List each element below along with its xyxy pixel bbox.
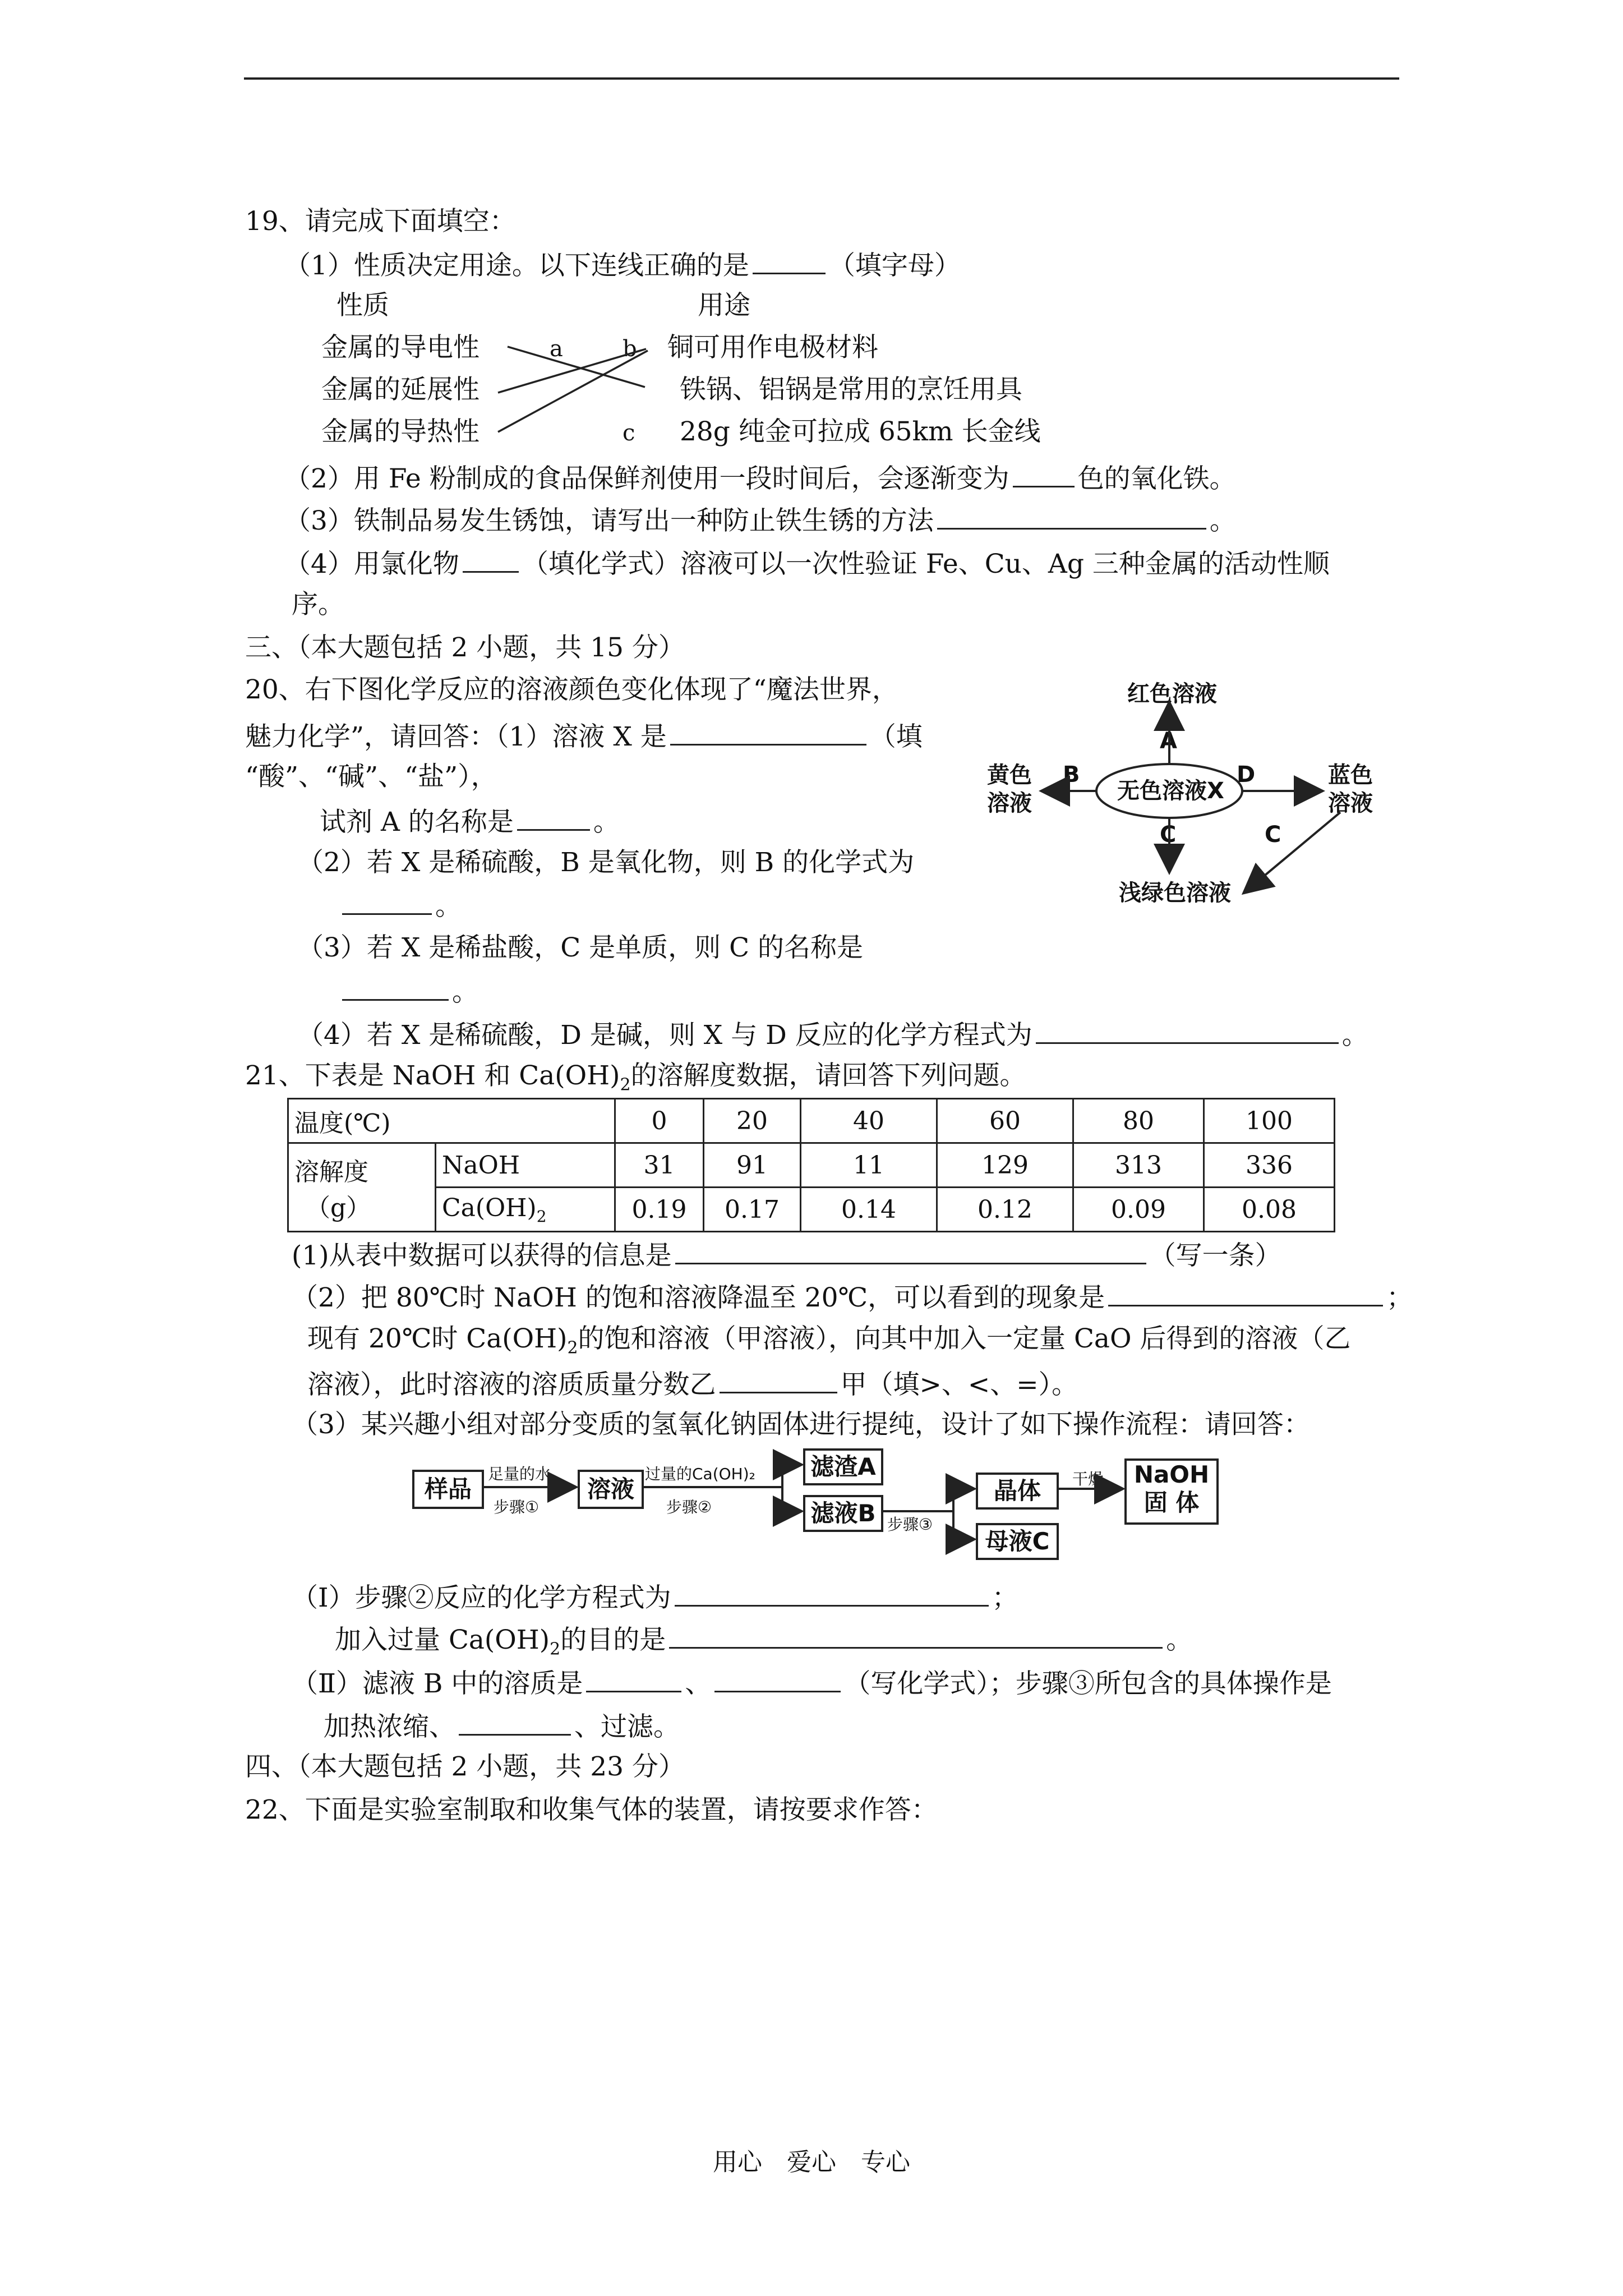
temp-cell: 0 bbox=[615, 1099, 704, 1143]
flow-filtrate-box: 滤液B bbox=[803, 1495, 883, 1532]
diagram-arrow-c2: C bbox=[1265, 822, 1281, 848]
q20-line5: （2）若 X 是稀硫酸，B 是氧化物，则 B 的化学式为 bbox=[297, 847, 915, 878]
diagram-arrow-b: B bbox=[1063, 762, 1080, 788]
match-label-a: a bbox=[550, 336, 563, 362]
q20-line6: 。 bbox=[342, 887, 462, 923]
solubility-header: 溶解度 （g） bbox=[288, 1143, 436, 1232]
property-2: 金属的延展性 bbox=[321, 374, 479, 405]
caoh-cell: 0.19 bbox=[615, 1188, 704, 1232]
flow-excess-label: 过量的Ca(OH)₂ bbox=[645, 1465, 755, 1483]
q19-title: 19、请完成下面填空： bbox=[245, 206, 516, 237]
naoh-cell: 91 bbox=[704, 1143, 801, 1188]
temp-header: 温度(℃) bbox=[288, 1099, 615, 1143]
col-property: 性质 bbox=[336, 290, 389, 321]
q19-part1: （1）性质决定用途。以下连线正确的是 （填字母） bbox=[284, 247, 961, 283]
naoh-cell: 336 bbox=[1204, 1143, 1335, 1188]
temp-cell: 60 bbox=[937, 1099, 1073, 1143]
q20-line3: “酸”、“碱”、“盐”）， bbox=[245, 761, 497, 792]
q21-part2: （2）把 80℃时 NaOH 的饱和溶液降温至 20℃，可以看到的现象是 ； bbox=[292, 1279, 1413, 1315]
q21-ii-line1: （Ⅱ）滤液 B 中的溶质是 、 （写化学式）；步骤③所包含的具体操作是 bbox=[292, 1665, 1332, 1701]
diagram-left-label2: 溶液 bbox=[987, 790, 1032, 816]
match-line-a bbox=[508, 347, 645, 387]
diagram-left-label1: 黄色 bbox=[987, 762, 1032, 788]
use-1: 铜可用作电极材料 bbox=[667, 332, 878, 363]
section-3-heading: 三、（本大题包括 2 小题，共 15 分） bbox=[245, 632, 685, 663]
flow-step3-label: 步骤③ bbox=[887, 1515, 933, 1534]
reaction-diagram bbox=[1043, 704, 1340, 892]
q21-part2-cont2: 溶液），此时溶液的溶质质量分数乙 甲（填>、<、=）。 bbox=[307, 1366, 1078, 1402]
naoh-cell: 11 bbox=[801, 1143, 937, 1188]
temp-cell: 80 bbox=[1073, 1099, 1204, 1143]
section-4-heading: 四、（本大题包括 2 小题，共 23 分） bbox=[245, 1751, 685, 1782]
diagram-arrow-d: D bbox=[1237, 762, 1256, 788]
center-ellipse bbox=[1096, 764, 1242, 818]
diagram-arrow-a: A bbox=[1160, 728, 1177, 754]
flow-residue-box: 滤渣A bbox=[803, 1448, 883, 1485]
match-label-c: c bbox=[623, 420, 635, 446]
flow-sample-box: 样品 bbox=[412, 1470, 484, 1509]
caoh-cell: 0.12 bbox=[937, 1188, 1073, 1232]
q20-line4: 试剂 A 的名称是 。 bbox=[320, 803, 620, 839]
caoh-cell: 0.08 bbox=[1204, 1188, 1335, 1232]
flow-step1-label: 步骤① bbox=[494, 1498, 540, 1516]
use-3: 28g 纯金可拉成 65km 长金线 bbox=[680, 416, 1041, 447]
q19-part3: （3）铁制品易发生锈蚀，请写出一种防止铁生锈的方法 。 bbox=[284, 502, 1236, 538]
flow-solution-box: 溶液 bbox=[578, 1470, 644, 1509]
q21-i-line1: （Ⅰ）步骤②反应的化学方程式为 ； bbox=[292, 1579, 1018, 1615]
diagram-right-label1: 蓝色 bbox=[1328, 762, 1373, 788]
q21-i-line2: 加入过量 $Ca(OH)_2$的目的是 。 bbox=[335, 1621, 1192, 1666]
q21-part1: (1)从表中数据可以获得的信息是 （写一条） bbox=[292, 1237, 1281, 1273]
arrow-diagonal bbox=[1245, 812, 1340, 892]
q20-line9: （4）若 X 是稀硫酸，D 是碱，则 X 与 D 反应的化学方程式为 。 bbox=[297, 1016, 1368, 1052]
flow-dry-label: 干燥 bbox=[1072, 1470, 1104, 1488]
diagram-center: 无色溶液X bbox=[1117, 778, 1224, 804]
flow-mother-box: 母液C bbox=[976, 1523, 1059, 1560]
caoh-cell: 0.09 bbox=[1073, 1188, 1204, 1232]
temp-cell: 100 bbox=[1204, 1099, 1335, 1143]
caoh-cell: 0.14 bbox=[801, 1188, 937, 1232]
match-line-b bbox=[498, 349, 646, 393]
naoh-cell: 31 bbox=[615, 1143, 704, 1188]
col-use: 用途 bbox=[698, 290, 750, 321]
property-3: 金属的导热性 bbox=[321, 416, 479, 447]
q21-ii-line2: 加热浓缩、 、过滤。 bbox=[324, 1708, 680, 1744]
q21-part2-cont1: 现有 20℃时 $Ca(OH)_2$的饱和溶液（甲溶液），向其中加入一定量 CaO 后得到的溶液（乙 bbox=[307, 1323, 1351, 1358]
q20-line8: 。 bbox=[342, 973, 478, 1009]
naoh-cell: 313 bbox=[1073, 1143, 1204, 1188]
flow-water-label: 足量的水 bbox=[488, 1465, 551, 1483]
property-1: 金属的导电性 bbox=[321, 332, 479, 363]
q19-part4-cont: 序。 bbox=[292, 589, 344, 620]
diagram-right-label2: 溶液 bbox=[1328, 790, 1373, 816]
page-footer: 用心 爱心 专心 bbox=[713, 2148, 910, 2177]
flow-crystal-box: 晶体 bbox=[976, 1473, 1059, 1510]
diagram-bottom-label: 浅绿色溶液 bbox=[1119, 880, 1231, 906]
flow-step2-label: 步骤② bbox=[666, 1498, 712, 1516]
q19-part2: （2）用 Fe 粉制成的食品保鲜剂使用一段时间后，会逐渐变为 色的氧化铁。 bbox=[284, 460, 1236, 496]
use-2: 铁锅、铝锅是常用的烹饪用具 bbox=[680, 374, 1022, 405]
q20-line7: （3）若 X 是稀盐酸，C 是单质，则 C 的名称是 bbox=[297, 932, 863, 963]
flow-naoh-box: NaOH 固 体 bbox=[1124, 1458, 1219, 1525]
matching-lines bbox=[498, 347, 648, 432]
match-label-b: b bbox=[623, 336, 637, 362]
q21-part3: （3）某兴趣小组对部分变质的氢氧化钠固体进行提纯，设计了如下操作流程：请回答： bbox=[292, 1409, 1310, 1440]
q22-text: 22、下面是实验室制取和收集气体的装置，请按要求作答： bbox=[245, 1795, 938, 1825]
temp-cell: 20 bbox=[704, 1099, 801, 1143]
diagram-arrow-c: C bbox=[1160, 822, 1177, 848]
q21-intro: 21、下表是 NaOH 和 $Ca(OH)_2$的溶解度数据，请回答下列问题。 bbox=[245, 1060, 1026, 1095]
diagram-top-label: 红色溶液 bbox=[1127, 681, 1217, 707]
temp-cell: 40 bbox=[801, 1099, 937, 1143]
naoh-label: NaOH bbox=[436, 1143, 615, 1188]
q19-part4: （4）用氯化物 （填化学式）溶液可以一次性验证 Fe、Cu、Ag 三种金属的活动性顺 bbox=[284, 545, 1330, 581]
caoh-label: $Ca(OH)_2$ bbox=[436, 1188, 615, 1232]
naoh-cell: 129 bbox=[937, 1143, 1073, 1188]
q20-line2: 魅力化学”，请回答：（1）溶液 X 是 （填 bbox=[245, 718, 923, 754]
q20-line1: 20、右下图化学反应的溶液颜色变化体现了“魔法世界， bbox=[245, 674, 898, 705]
caoh-cell: 0.17 bbox=[704, 1188, 801, 1232]
match-line-c bbox=[498, 351, 648, 432]
flow-arrows bbox=[482, 1465, 1121, 1539]
